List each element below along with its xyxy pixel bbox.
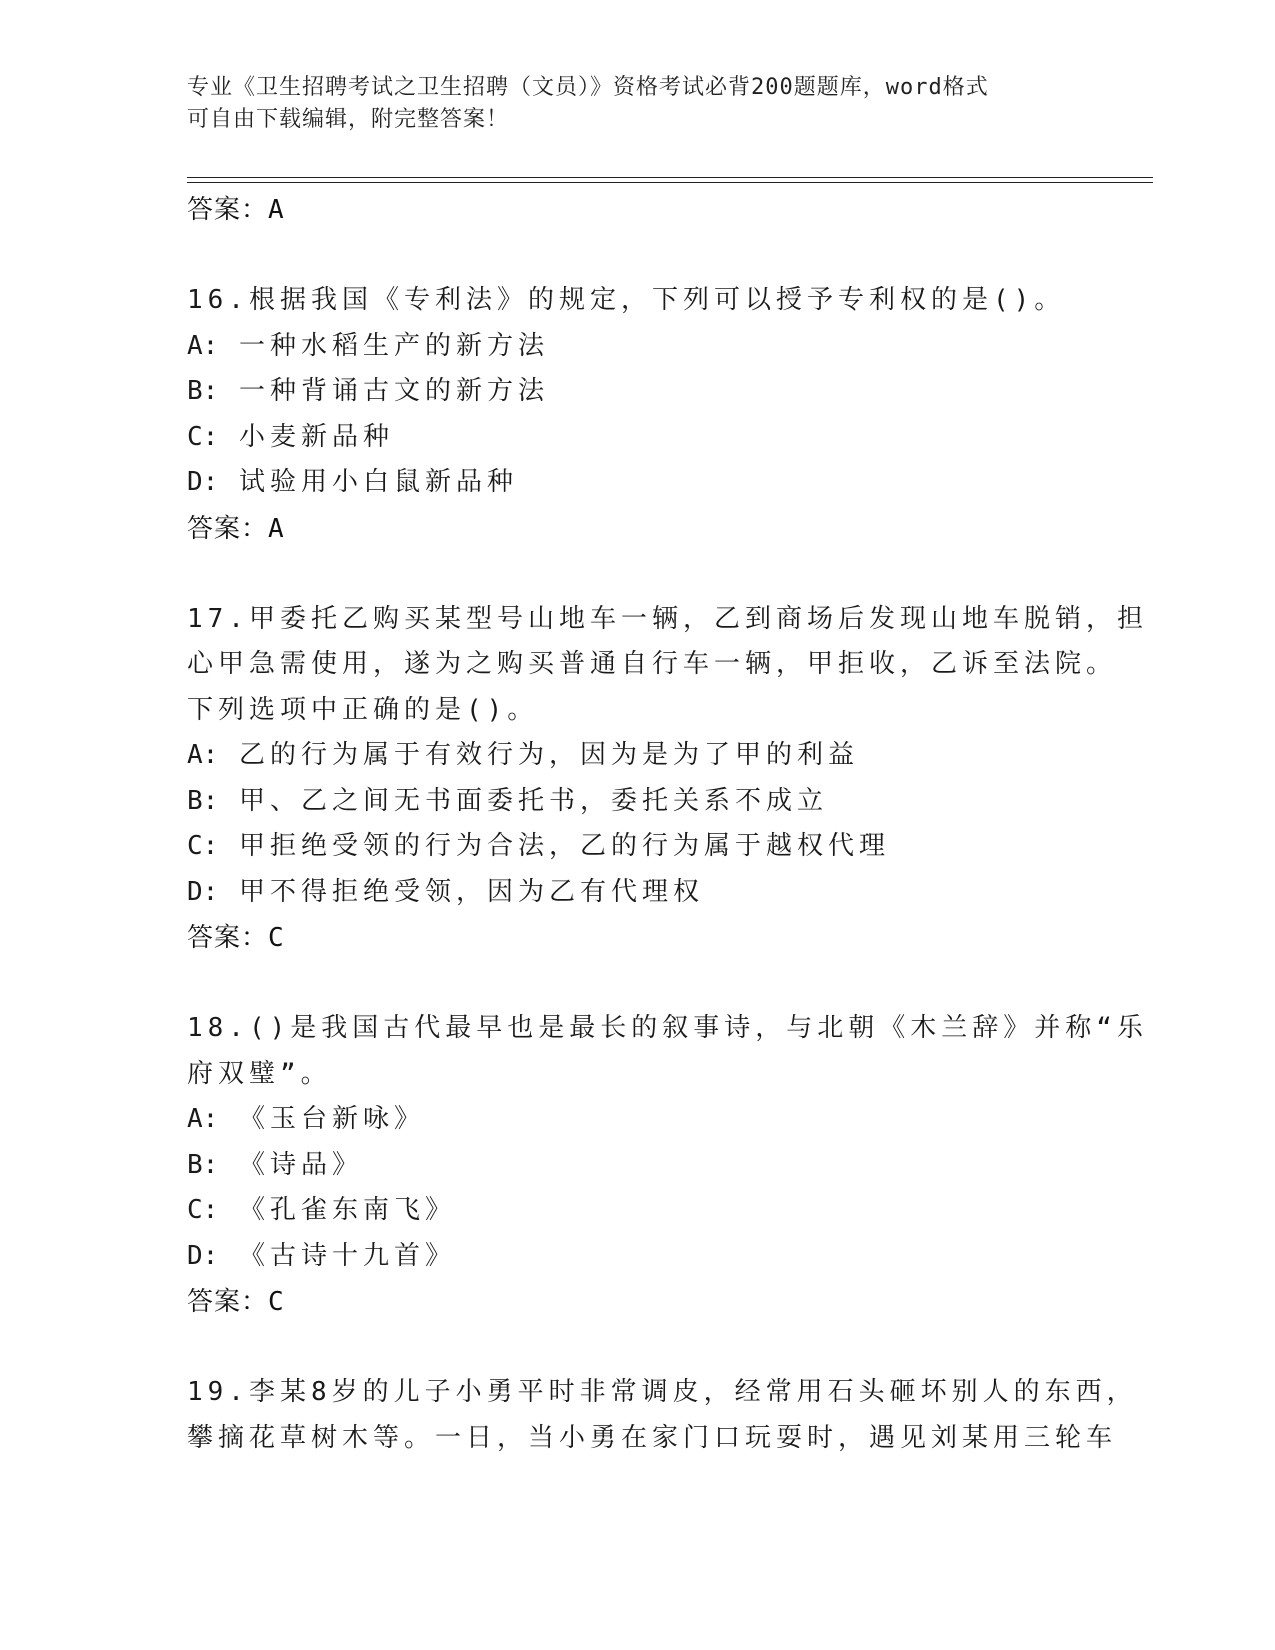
question-list — [187, 187, 1148, 1461]
answer-label: 答案： — [187, 923, 269, 953]
question-text-line: 16.根据我国《专利法》的规定，下列可以授予专利权的是()。 — [187, 285, 1066, 315]
question-text-line: 攀摘花草树木等。一日，当小勇在家门口玩耍时，遇见刘某用三轮车 — [187, 1422, 1118, 1453]
option-letter: B: — [187, 1149, 219, 1180]
option-text: 试验用小白鼠新品种 — [238, 467, 518, 497]
option-d — [187, 460, 1087, 506]
option-text: 一种背诵古文的新方法 — [238, 376, 549, 406]
header-divider-bottom — [187, 182, 1153, 183]
option-d — [187, 870, 1087, 916]
question-text-line: 府双璧”。 — [187, 1058, 332, 1089]
header-divider-top — [187, 177, 1153, 178]
option-text: 《孔雀东南飞》 — [238, 1195, 456, 1225]
question-block — [187, 1006, 1148, 1325]
option-text: 一种水稻生产的新方法 — [238, 330, 549, 361]
question-text-line: 17.甲委托乙购买某型号山地车一辆，乙到商场后发现山地车脱销，担 — [187, 603, 1148, 634]
question-block — [187, 597, 1148, 962]
question-text-line: 19.李某8岁的儿子小勇平时非常调皮，经常用石头砸坏别人的东西， — [187, 1377, 1138, 1407]
question-text-line: 18.()是我国古代最早也是最长的叙事诗，与北朝《木兰辞》并称“乐 — [187, 1013, 1148, 1043]
previous-answer — [187, 187, 1087, 233]
answer-value: C — [268, 1287, 285, 1317]
option-letter: C: — [187, 421, 219, 452]
question-answer — [187, 1279, 1087, 1325]
answer-value: C — [268, 923, 285, 953]
answer-value: A — [268, 195, 285, 225]
option-text: 甲不得拒绝受领，因为乙有代理权 — [238, 876, 704, 907]
option-letter: D: — [187, 876, 219, 907]
page-header — [187, 72, 1067, 136]
question-block — [187, 1370, 1138, 1461]
question-answer — [187, 506, 1087, 552]
option-b — [187, 779, 1087, 825]
question-spacer — [187, 1325, 1087, 1370]
answer-label: 答案： — [187, 513, 269, 544]
option-letter: B: — [187, 376, 219, 406]
question-spacer — [187, 552, 1087, 597]
option-c — [187, 415, 1087, 461]
question-spacer — [187, 961, 1087, 1006]
option-letter: C: — [187, 831, 219, 861]
option-text: 《玉台新咏》 — [238, 1104, 425, 1134]
option-text: 《古诗十九首》 — [238, 1240, 456, 1271]
question-text-line: 心甲急需使用，遂为之购买普通自行车一辆，甲拒收，乙诉至法院。 — [187, 649, 1118, 679]
option-letter: D: — [187, 1240, 219, 1271]
option-text: 甲、乙之间无书面委托书，委托关系不成立 — [238, 785, 828, 816]
option-c — [187, 1188, 1087, 1234]
option-letter: A: — [187, 1104, 219, 1134]
option-letter: C: — [187, 1195, 219, 1225]
question-answer — [187, 915, 1087, 961]
option-letter: A: — [187, 740, 219, 770]
option-text: 甲拒绝受领的行为合法，乙的行为属于越权代理 — [238, 831, 890, 861]
option-c — [187, 824, 1087, 870]
option-text: 小麦新品种 — [238, 421, 394, 452]
option-a — [187, 1097, 1087, 1143]
option-text: 《诗品》 — [238, 1149, 363, 1180]
answer-value: A — [268, 513, 285, 544]
header-line-1: 专业《卫生招聘考试之卫生招聘（文员）》资格考试必背200题题库，word格式 — [187, 75, 989, 100]
option-a — [187, 733, 1087, 779]
option-d — [187, 1234, 1087, 1280]
option-letter: A: — [187, 330, 219, 361]
answer-label: 答案： — [187, 195, 269, 225]
option-b — [187, 369, 1087, 415]
option-letter: B: — [187, 785, 219, 816]
header-line-2: 可自由下载编辑，附完整答案！ — [187, 107, 510, 132]
answer-label: 答案： — [187, 1287, 269, 1317]
questions-container — [187, 233, 1148, 1461]
question-spacer — [187, 233, 1087, 278]
option-b — [187, 1143, 1087, 1189]
question-text-line: 下列选项中正确的是()。 — [187, 694, 539, 725]
option-a — [187, 324, 1087, 370]
option-letter: D: — [187, 467, 219, 497]
question-block — [187, 278, 1087, 552]
option-text: 乙的行为属于有效行为，因为是为了甲的利益 — [238, 740, 859, 770]
